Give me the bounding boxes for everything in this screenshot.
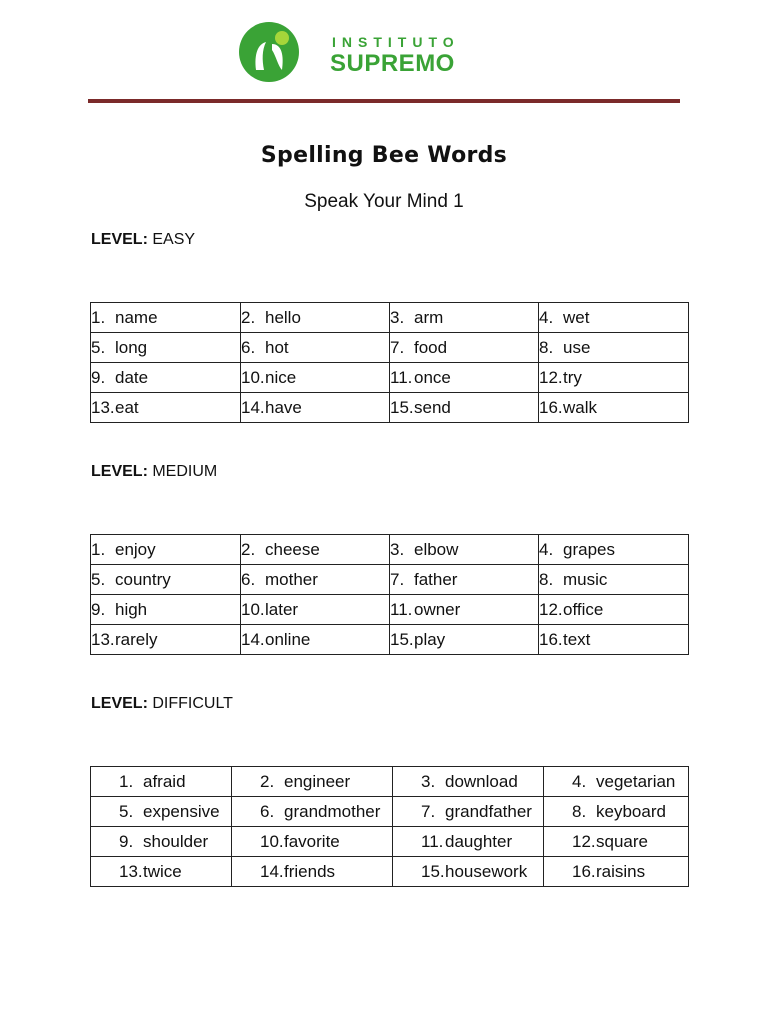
word-cell: [241, 333, 390, 363]
word-number: 16.: [572, 861, 596, 881]
word-cell: [91, 797, 232, 827]
word-number: 2.: [241, 539, 256, 559]
word-cell: [91, 857, 232, 887]
word-text: try: [563, 367, 582, 387]
word-number: 14.: [260, 861, 284, 881]
word-text: play: [414, 629, 446, 649]
word-number: 13.: [91, 397, 115, 417]
word-number: 15.: [390, 397, 414, 417]
word-number: 14.: [241, 629, 265, 649]
word-text: friends: [284, 861, 336, 881]
word-number: 1.: [91, 307, 106, 327]
word-text: wet: [563, 307, 590, 327]
table-row: [91, 333, 689, 363]
word-cell: [91, 393, 241, 423]
word-text: cheese: [265, 539, 320, 559]
word-cell: [91, 303, 241, 333]
word-table-easy: [90, 302, 689, 423]
word-text: hot: [265, 337, 289, 357]
word-cell: [232, 857, 393, 887]
word-text: nice: [265, 367, 297, 387]
word-number: 8.: [572, 801, 587, 821]
word-text: office: [563, 599, 604, 619]
word-cell: [539, 625, 689, 655]
word-cell: [539, 393, 689, 423]
word-text: once: [414, 367, 451, 387]
word-cell: [390, 625, 539, 655]
word-cell: [390, 363, 539, 393]
word-text: walk: [563, 397, 598, 417]
word-text: elbow: [414, 539, 459, 559]
word-number: 9.: [91, 367, 106, 387]
word-cell: [390, 535, 539, 565]
word-cell: [539, 535, 689, 565]
word-cell: [91, 827, 232, 857]
word-text: expensive: [143, 801, 220, 821]
word-number: 4.: [539, 539, 554, 559]
logo-top-text: INSTITUTO: [332, 34, 460, 50]
word-number: 12.: [539, 599, 563, 619]
word-cell: [390, 393, 539, 423]
word-number: 10.: [260, 831, 284, 851]
table-row: [91, 767, 689, 797]
level-name: EASY: [152, 231, 196, 248]
level-heading-medium: [91, 463, 217, 481]
word-number: 1.: [119, 771, 134, 791]
word-cell: [539, 565, 689, 595]
word-number: 4.: [572, 771, 587, 791]
word-number: 9.: [91, 599, 106, 619]
word-text: raisins: [596, 861, 646, 881]
word-cell: [539, 333, 689, 363]
word-text: name: [115, 307, 158, 327]
table-row: [91, 393, 689, 423]
word-text: daughter: [445, 831, 513, 851]
word-number: 12.: [572, 831, 596, 851]
word-table-medium: [90, 534, 689, 655]
word-number: 6.: [260, 801, 275, 821]
word-cell: [539, 363, 689, 393]
word-text: rarely: [115, 629, 158, 649]
word-text: music: [563, 569, 608, 589]
word-text: use: [563, 337, 591, 357]
word-number: 16.: [539, 629, 563, 649]
word-cell: [544, 827, 689, 857]
word-text: send: [414, 397, 451, 417]
level-name: MEDIUM: [152, 463, 218, 480]
word-cell: [91, 363, 241, 393]
word-number: 6.: [241, 337, 256, 357]
word-number: 4.: [539, 307, 554, 327]
word-number: 11.: [390, 367, 413, 387]
word-text: square: [596, 831, 648, 851]
word-number: 5.: [119, 801, 134, 821]
word-number: 15.: [390, 629, 414, 649]
word-cell: [241, 393, 390, 423]
word-text: keyboard: [596, 801, 666, 821]
word-number: 3.: [390, 539, 405, 559]
word-text: afraid: [143, 771, 186, 791]
word-cell: [241, 595, 390, 625]
word-number: 12.: [539, 367, 563, 387]
word-cell: [544, 767, 689, 797]
word-number: 7.: [390, 337, 405, 357]
level-label: LEVEL:: [91, 695, 148, 712]
word-number: 7.: [421, 801, 436, 821]
word-cell: [241, 363, 390, 393]
table-row: [91, 827, 689, 857]
word-text: arm: [414, 307, 444, 327]
word-text: mother: [265, 569, 318, 589]
table-row: [91, 625, 689, 655]
word-number: 1.: [91, 539, 106, 559]
word-number: 11.: [421, 831, 444, 851]
level-label: LEVEL:: [91, 231, 148, 248]
word-cell: [91, 535, 241, 565]
word-cell: [393, 827, 544, 857]
word-number: 11.: [390, 599, 413, 619]
word-text: download: [445, 771, 518, 791]
level-label: LEVEL:: [91, 463, 148, 480]
word-text: date: [115, 367, 149, 387]
word-text: enjoy: [115, 539, 156, 559]
table-row: [91, 857, 689, 887]
word-number: 10.: [241, 367, 265, 387]
header-divider: [88, 99, 680, 103]
word-cell: [390, 333, 539, 363]
word-text: eat: [115, 397, 139, 417]
table-row: [91, 797, 689, 827]
word-cell: [232, 767, 393, 797]
word-text: favorite: [284, 831, 340, 851]
word-cell: [241, 535, 390, 565]
word-number: 2.: [241, 307, 256, 327]
word-text: country: [115, 569, 171, 589]
logo-bottom-text: SUPREMO: [330, 50, 455, 77]
word-text: father: [414, 569, 458, 589]
word-number: 5.: [91, 569, 106, 589]
word-text: grapes: [563, 539, 615, 559]
word-cell: [393, 797, 544, 827]
institute-logo: [238, 22, 468, 84]
word-number: 3.: [421, 771, 436, 791]
word-cell: [390, 303, 539, 333]
word-text: engineer: [284, 771, 351, 791]
word-cell: [241, 565, 390, 595]
word-table-difficult: [90, 766, 689, 887]
word-text: online: [265, 629, 311, 649]
word-number: 9.: [119, 831, 134, 851]
word-cell: [544, 857, 689, 887]
word-cell: [91, 565, 241, 595]
word-text: food: [414, 337, 448, 357]
word-text: owner: [414, 599, 461, 619]
word-number: 2.: [260, 771, 275, 791]
word-text: later: [265, 599, 299, 619]
word-cell: [241, 303, 390, 333]
word-text: vegetarian: [596, 771, 676, 791]
word-number: 7.: [390, 569, 405, 589]
word-number: 10.: [241, 599, 265, 619]
word-cell: [393, 857, 544, 887]
word-text: shoulder: [143, 831, 209, 851]
level-name: DIFFICULT: [152, 695, 233, 712]
word-text: text: [563, 629, 591, 649]
word-number: 15.: [421, 861, 445, 881]
word-cell: [91, 767, 232, 797]
table-row: [91, 303, 689, 333]
table-row: [91, 595, 689, 625]
word-cell: [544, 797, 689, 827]
level-heading-difficult: [91, 695, 233, 713]
word-cell: [232, 797, 393, 827]
level-heading-easy: [91, 231, 195, 249]
word-text: have: [265, 397, 302, 417]
table-row: [91, 565, 689, 595]
word-text: hello: [265, 307, 301, 327]
logo-mark-icon: [238, 22, 304, 82]
table-row: [91, 535, 689, 565]
page-title: Spelling Bee Words: [260, 143, 508, 168]
word-number: 13.: [119, 861, 143, 881]
word-number: 3.: [390, 307, 405, 327]
word-number: 13.: [91, 629, 115, 649]
word-text: high: [115, 599, 148, 619]
word-cell: [232, 827, 393, 857]
word-cell: [393, 767, 544, 797]
word-cell: [91, 625, 241, 655]
word-number: 14.: [241, 397, 265, 417]
word-text: housework: [445, 861, 528, 881]
word-text: long: [115, 337, 148, 357]
word-cell: [390, 595, 539, 625]
word-cell: [91, 595, 241, 625]
table-row: [91, 363, 689, 393]
word-text: grandmother: [284, 801, 381, 821]
word-cell: [539, 303, 689, 333]
word-number: 6.: [241, 569, 256, 589]
word-text: twice: [143, 861, 182, 881]
word-number: 8.: [539, 569, 554, 589]
word-number: 5.: [91, 337, 106, 357]
word-cell: [91, 333, 241, 363]
page-subtitle: Speak Your Mind 1: [304, 191, 464, 212]
word-cell: [390, 565, 539, 595]
word-text: grandfather: [445, 801, 532, 821]
word-cell: [241, 625, 390, 655]
word-number: 8.: [539, 337, 554, 357]
word-number: 16.: [539, 397, 563, 417]
word-cell: [539, 595, 689, 625]
